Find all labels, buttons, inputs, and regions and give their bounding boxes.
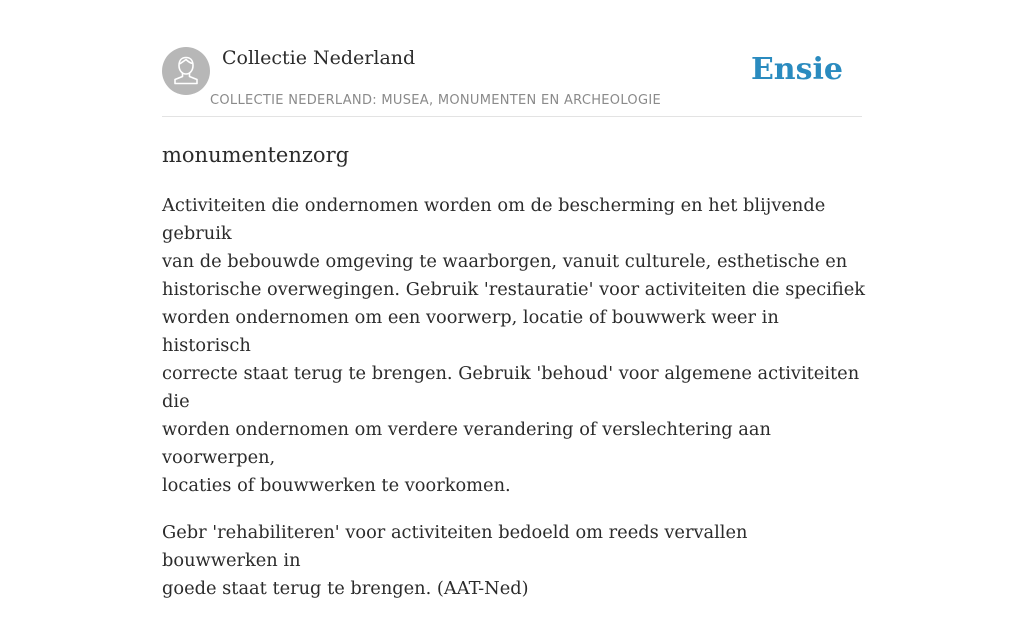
site-logo[interactable]: Ensie [750,52,843,87]
entry-paragraph: Activiteiten die ondernomen worden om de bescherming en het blijvende gebruik van de bebouwde omgeving te waarborgen, vanuit culturele, esthetische en historische overwegingen. Gebruik 'restauratie' voor activiteiten die specifiek worden ondernomen om een voorwerp, locatie of bouwwerk weer in historisch correcte staat terug te brengen. Gebruik 'behoud' voor algemene activiteiten die worden ondernomen om verdere verandering of verslechtering aan voorwerpen, locaties of bouwwerken te voorkomen. [162,195,866,496]
entry-paragraph: Gebr 'rehabiliteren' voor activiteiten bedoeld om reeds vervallen bouwwerken in goede staat terug te brengen. (AAT-Ned) [162,522,748,599]
entry-header [162,46,862,117]
author-name[interactable]: Collectie Nederland [222,47,416,69]
entry-title: monumentenzorg [162,143,350,167]
user-icon [162,47,210,95]
entry-body [162,192,867,622]
category-label[interactable]: COLLECTIE NEDERLAND: MUSEA, MONUMENTEN EN ARCHEOLOGIE [210,93,661,108]
author-avatar[interactable] [162,47,210,95]
